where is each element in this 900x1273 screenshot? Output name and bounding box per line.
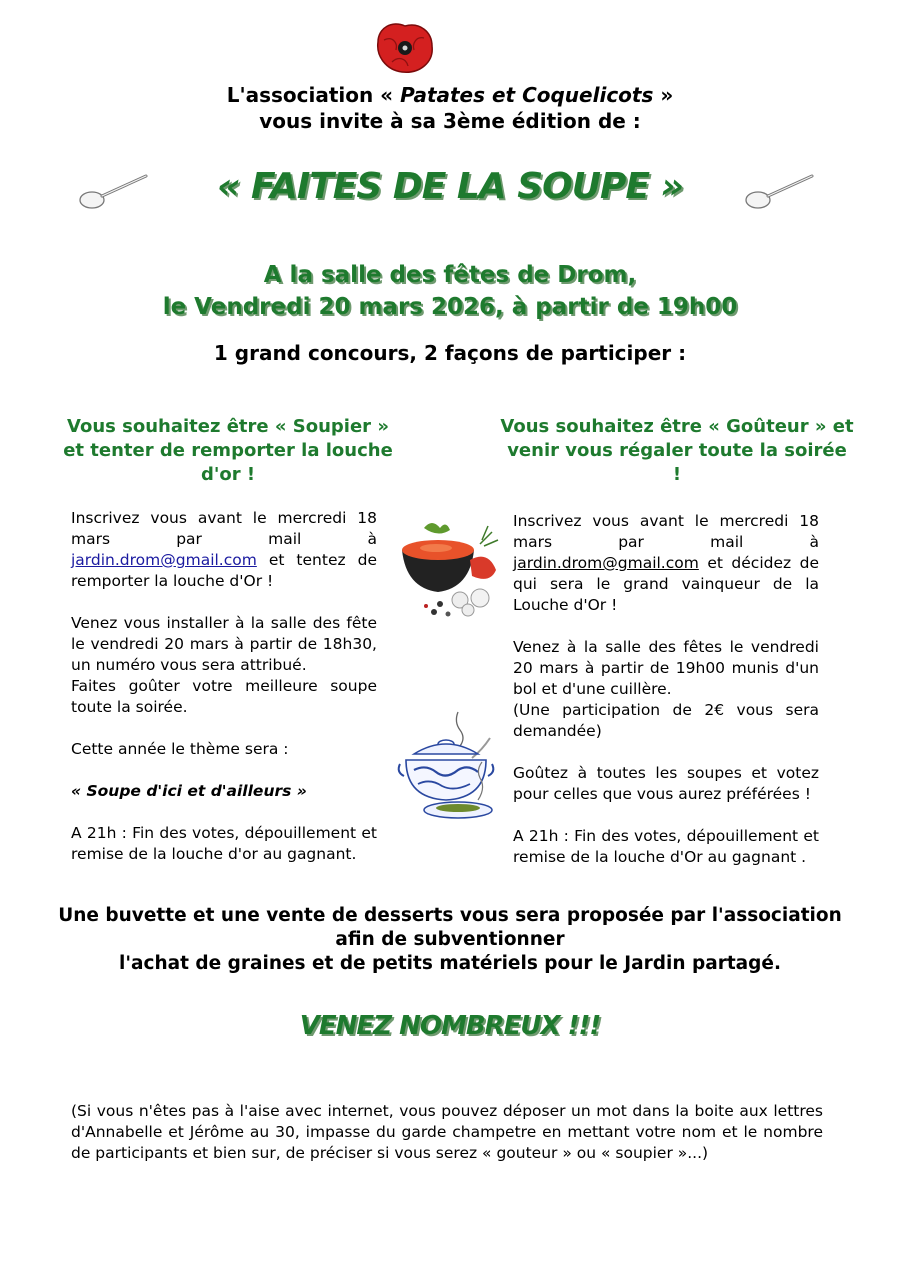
gouteur-section	[513, 511, 819, 868]
event-title: « FAITES DE LA SOUPE »	[217, 166, 683, 207]
email-link[interactable]: jardin.drom@gmail.com	[513, 554, 699, 572]
gouteur-signup: Inscrivez vous avant le mercredi 18 mars par mail à jardin.drom@gmail.com et décidez de qui sera le grand vainqueur de la Louche d'Or !	[513, 512, 819, 614]
buvette-line: afin de subventionner	[335, 929, 565, 950]
email-link[interactable]: jardin.drom@gmail.com	[71, 551, 257, 569]
soupier-signup: Inscrivez vous avant le mercredi 18 mars par mail à jardin.drom@gmail.com et tentez de remporter la louche d'Or !	[71, 509, 377, 590]
date-line: le Vendredi 20 mars 2026, à partir de 19h00	[162, 294, 738, 320]
venue-line: A la salle des fêtes de Drom,	[263, 262, 637, 288]
gouteur-vote: Goûtez à toutes les soupes et votez pour celles que vous aurez préférées !	[513, 764, 819, 803]
footer-note: (Si vous n'êtes pas à l'aise avec internet, vous pouvez déposer un mot dans la boite aux lettres d'Annabelle et Jérôme au 30, impasse du garde champetre en mettant votre nom et le nombre de participants et bien sur, de préciser si vous serez « gouteur » ou « soupier »...)	[71, 1102, 823, 1162]
soupier-results: A 21h : Fin des votes, dépouillement et remise de la louche d'or au gagnant.	[71, 824, 377, 863]
buvette-line: Une buvette et une vente de desserts vous sera proposée par l'association	[58, 905, 842, 926]
gouteur-results: A 21h : Fin des votes, dépouillement et remise de la louche d'Or au gagnant .	[513, 827, 819, 866]
soup-bowl-icon	[396, 514, 506, 620]
gouteur-title: Vous souhaitez être « Goûteur » et venir vous régaler toute la soirée !	[500, 416, 854, 485]
soupier-taste: Faites goûter votre meilleure soupe toute la soirée.	[71, 677, 377, 716]
gouteur-fee: (Une participation de 2€ vous sera demandée)	[513, 701, 819, 740]
association-line: L'association « Patates et Coquelicots »	[226, 83, 674, 107]
invitation-header	[0, 82, 900, 134]
contest-line: 1 grand concours, 2 façons de participer :	[213, 341, 687, 365]
call-to-action: VENEZ NOMBREUX !!!	[299, 1011, 601, 1041]
theme-intro: Cette année le thème sera :	[71, 740, 289, 758]
theme-name: « Soupe d'ici et d'ailleurs »	[71, 782, 307, 800]
gouteur-come: Venez à la salle des fêtes le vendredi 20 mars à partir de 19h00 munis d'un bol et d'une cuillère.	[513, 638, 819, 698]
buvette-info	[0, 904, 900, 976]
poppy-icon	[372, 20, 438, 76]
buvette-line: l'achat de graines et de petits matériels pour le Jardin partagé.	[119, 953, 781, 974]
soupier-section	[71, 508, 377, 865]
association-name: Patates et Coquelicots	[400, 83, 654, 107]
venue-info	[0, 259, 900, 323]
soupier-install: Venez vous installer à la salle des fête le vendredi 20 mars à partir de 18h30, un numéro vous sera attribué.	[71, 614, 377, 674]
invite-line: vous invite à sa 3ème édition de :	[259, 109, 641, 133]
tureen-icon	[396, 708, 506, 824]
soupier-title: Vous souhaitez être « Soupier » et tenter de remporter la louche d'or !	[63, 416, 393, 485]
